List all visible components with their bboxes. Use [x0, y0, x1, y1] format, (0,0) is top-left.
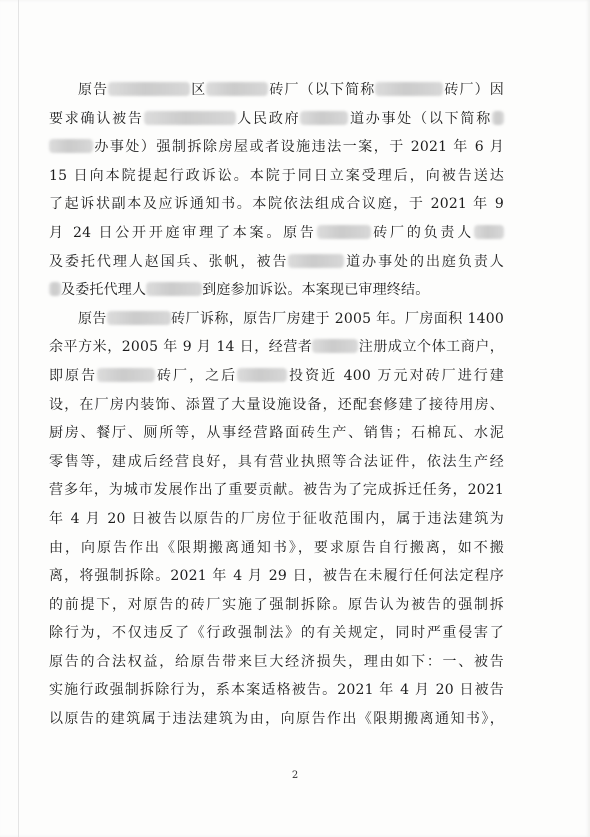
redacted-region — [206, 82, 268, 96]
redacted-region — [107, 311, 171, 325]
text-line: 设，在厂房内装饰、添置了大量设施设备，还配套修建了接待用房、 — [49, 396, 504, 413]
text-line: 15 日向本院提起行政诉讼。本院于同日立案受理后，向被告送达 — [49, 167, 504, 184]
text-line: 月 24 日公开开庭审理了本案。原告 砖厂的负责人 — [49, 219, 504, 248]
text-line: 营多年，为城市发展作出了重要贡献。被告为了完成拆迁任务，2021 — [49, 482, 504, 499]
text-line: 由，向原告作出《限期搬离通知书》，要求原告自行搬离，如不搬 — [49, 539, 504, 556]
text-line: 原告 砖厂诉称，原告厂房建于 2005 年。厂房面积 1400 — [78, 310, 504, 327]
redacted-region — [49, 139, 93, 153]
text-line: 原告的合法权益，给原告带来巨大经济损失，理由如下：一、被告 — [49, 653, 504, 670]
redacted-region — [97, 368, 155, 382]
page-edge-shadow — [18, 0, 19, 837]
redacted-region — [300, 111, 348, 125]
text-line: 离，将强制拆除。2021 年 4 月 29 日，被告在未履行任何法定程序 — [49, 568, 504, 585]
redacted-region — [144, 111, 236, 125]
text-line: 的前提下，对原告的砖厂实施了强制拆除。原告认为被告的强制拆 — [49, 596, 504, 613]
text-line: 厨房、餐厅、厕所等，从事经营路面砖生产、销售；石棉瓦、水泥 — [49, 425, 504, 442]
text-line: 要求确认被告 人民政府 道办事处（以下简称 — [49, 105, 504, 134]
text-line: 及委托代理人 到庭参加诉讼。本案现已审理终结。 — [49, 276, 504, 305]
text-line: 年 4 月 20 日被告以原告的厂房位于征收范围内，属于违法建筑为 — [49, 510, 504, 527]
redacted-region — [375, 82, 443, 96]
text-line: 实施行政强制拆除行为，系本案适格被告。2021 年 4 月 20 日被告 — [49, 682, 504, 699]
redacted-region — [146, 282, 202, 296]
redacted-region — [312, 339, 358, 353]
redacted-region — [237, 368, 287, 382]
redacted-region — [108, 82, 190, 96]
text-line: 办事处）强制拆除房屋或者设施违法一案，于 2021 年 6 月 — [49, 133, 504, 162]
redacted-region — [49, 282, 61, 296]
text-line: 余平方米，2005 年 9 月 14 日，经营者 注册成立个体工商户， — [49, 339, 505, 356]
redacted-region — [317, 225, 371, 239]
redacted-region — [288, 254, 344, 268]
redacted-region — [474, 225, 504, 239]
judgment-text — [49, 76, 504, 734]
text-line: 零售等，建成后经营良好，具有营业执照等合法证件，依法生产经 — [49, 453, 504, 470]
text-line: 即原告 砖厂，之后 投资近 400 万元对砖厂进行建 — [49, 367, 504, 384]
text-line: 了起诉状副本及应诉通知书。本院依法组成合议庭，于 2021 年 9 — [49, 196, 504, 213]
text-line: 以原告的建筑属于违法建筑为由，向原告作出《限期搬离通知书》， — [49, 711, 504, 728]
text-line: 原告 区 砖厂（以下简称 砖厂）因 — [78, 82, 504, 98]
page-number: 2 — [291, 770, 299, 781]
text-line: 除行为，不仅违反了《行政强制法》的有关规定，同时严重侵害了 — [49, 625, 504, 642]
redacted-region — [492, 111, 504, 125]
text-line: 及委托代理人赵国兵、张帆，被告 道办事处的出庭负责人 — [49, 253, 505, 270]
